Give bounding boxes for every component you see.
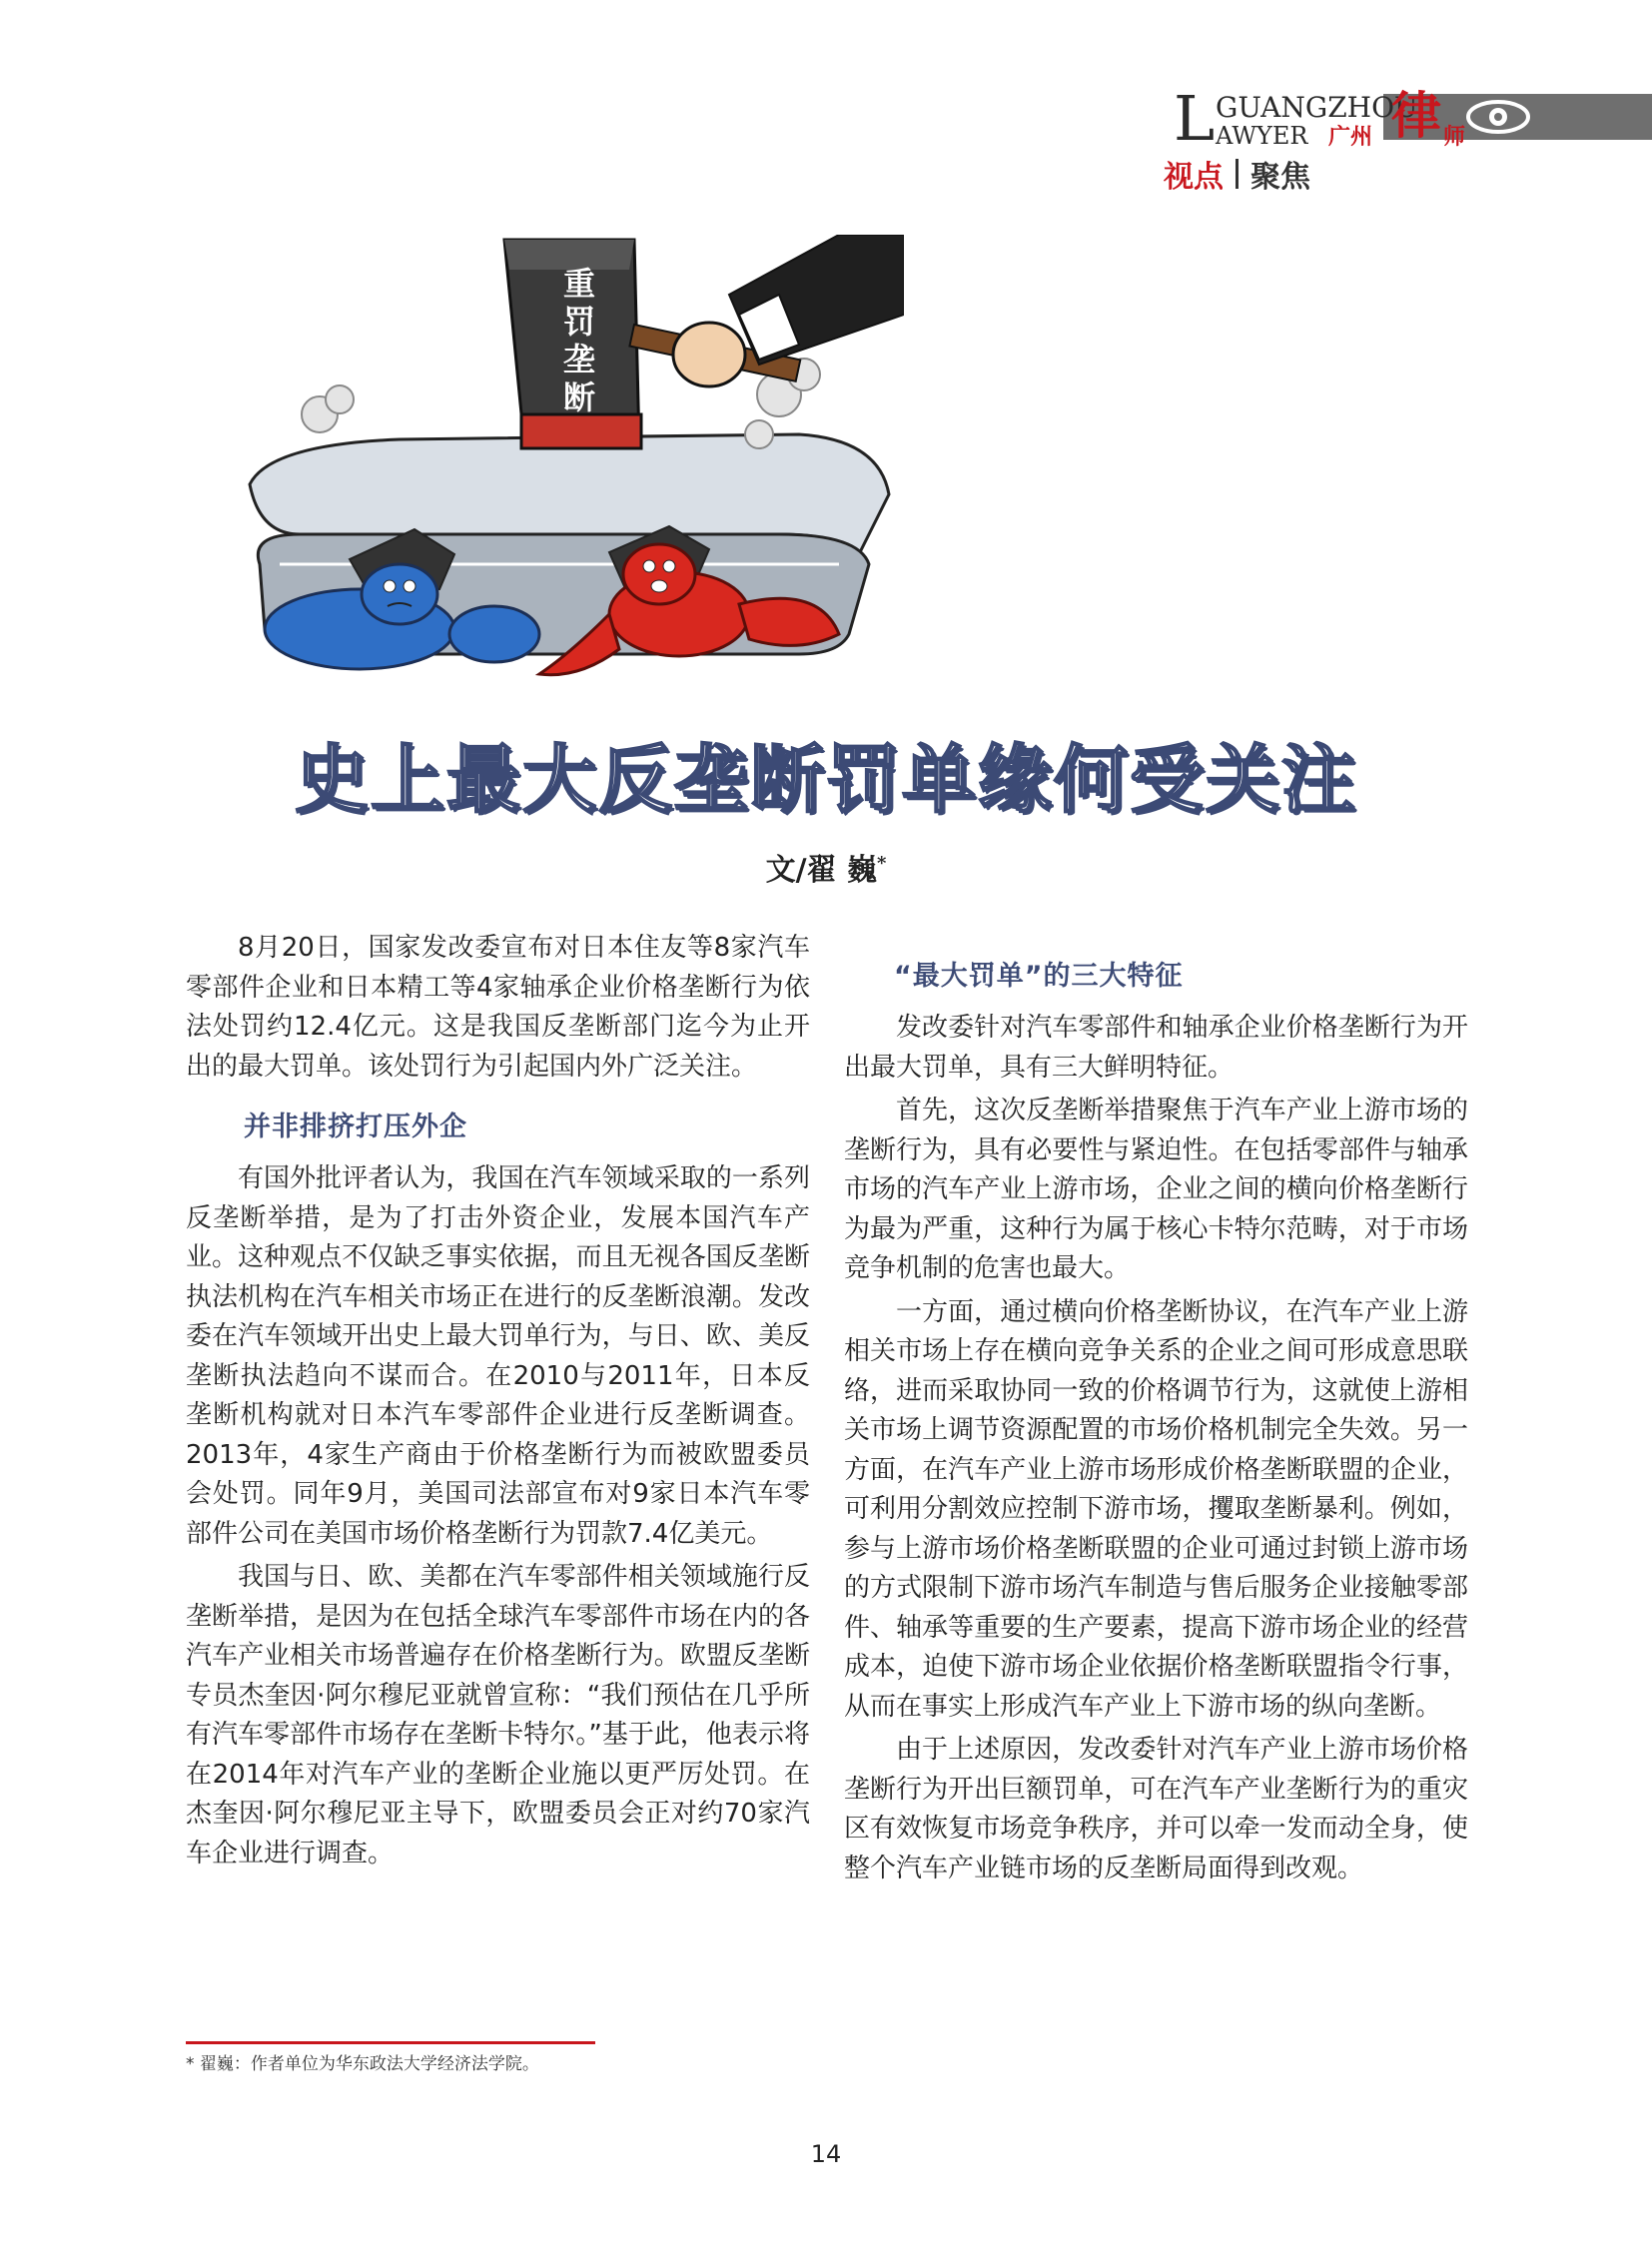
cartoon-illustration [240,235,904,704]
section-tag-view: 视点 [1164,160,1224,195]
page-number: 14 [810,2140,842,2168]
brand-line-2: AWYER [1216,122,1308,150]
section-tag-focus: 聚焦 [1250,160,1310,195]
brand-line-1: GUANGZHOU [1216,91,1418,124]
footnote: * 翟巍：作者单位为华东政法大学经济法学院。 [186,2054,539,2074]
brand-city-cn: 广州 [1328,125,1373,150]
section-tag-divider [1236,159,1239,189]
byline-author: 文/翟 巍 [765,853,877,888]
section-heading-2: “最大罚单”的三大特征 [894,961,1184,992]
paragraph: 有国外批评者认为，我国在汽车领域采取的一系列反垄断举措，是为了打击外资企业，发展本国汽车产业。这种观点不仅缺乏事实依据，而且无视各国反垄断执法机构在汽车相关市场正在进行的反垄断浪潮。发改委在汽车领域开出史上最大罚单行为，与日、欧、美反垄断执法趋向不谋而合。在2010与2011年，日本反垄断机构就对日本汽车零部件企业进行反垄断调查。2013年，4家生产商由于价格垄断行为而被欧盟委员会处罚。同年9月，美国司法部宣布对9家日本汽车零部件公司在美国市场价格垄断行为罚款7.4亿美元。 [186,1163,810,1549]
article-title: 史上最大反垄断罚单缘何受关注 [295,737,1357,823]
paragraph: 一方面，通过横向价格垄断协议，在汽车产业上游相关市场上存在横向竞争关系的企业之间可形成意思联络，进而采取协同一致的价格调节行为，这就使上游相关市场上调节资源配置的市场价格机制完全失效。另一方面，在汽车产业上游市场形成价格垄断联盟的企业，可利用分割效应控制下游市场，攫取垄断暴利。例如，参与上游市场价格垄断联盟的企业可通过封锁上游市场的方式限制下游市场汽车制造与售后服务企业接触零部件、轴承等重要的生产要素，提高下游市场企业的经营成本，迫使下游市场企业依据价格垄断联盟指令行事，从而在事实上形成汽车产业上下游市场的纵向垄断。 [844,1296,1468,1722]
eye-icon [1463,96,1533,138]
paragraph: 首先，这次反垄断举措聚焦于汽车产业上游市场的垄断行为，具有必要性与紧迫性。在包括零部件与轴承市场的汽车产业上游市场，企业之间的横向价格垄断行为最为严重，这种行为属于核心卡特尔范畴，对于市场竞争机制的危害也最大。 [844,1096,1468,1283]
hammer-text-1: 重 [562,265,596,303]
footnote-divider [186,2041,595,2044]
right-column [844,954,1468,1892]
masthead [1164,82,1652,198]
section-tags [1164,154,1310,194]
paragraph: 发改委针对汽车零部件和轴承企业价格垄断行为开出最大罚单，具有三大鲜明特征。 [844,1013,1468,1083]
brand-initial: L [1174,82,1216,155]
hammer-text-4: 断 [562,378,596,416]
byline [0,845,1652,889]
byline-footnote-mark: * [876,853,887,874]
left-column [186,929,810,1877]
intro-paragraph: 8月20日，国家发改委宣布对日本住友等8家汽车零部件企业和日本精工等4家轴承企业价格垄断行为依法处罚约12.4亿元。这是我国反垄断部门迄今为止开出的最大罚单。该处罚行为引起国内外广泛关注。 [186,933,810,1082]
section-heading-1: 并非排挤打压外企 [244,1112,467,1142]
paragraph: 由于上述原因，发改委针对汽车产业上游市场价格垄断行为开出巨额罚单，可在汽车产业垄断行为的重灾区有效恢复市场竞争秩序，并可以牵一发而动全身，使整个汽车产业链市场的反垄断局面得到改观。 [844,1735,1468,1883]
brand-shi-character: 师 [1443,125,1466,150]
paragraph: 我国与日、欧、美都在汽车零部件相关领域施行反垄断举措，是因为在包括全球汽车零部件市场在内的各汽车产业相关市场普遍存在价格垄断行为。欧盟反垄断专员杰奎因·阿尔穆尼亚就曾宣称：“我们预估在几乎所有汽车零部件市场存在垄断卡特尔。”基于此，他表示将在2014年对汽车产业的垄断企业施以更严厉处罚。在杰奎因·阿尔穆尼亚主导下，欧盟委员会正对约70家汽车企业进行调查。 [186,1562,810,1868]
hammer-text-2: 罚 [562,303,596,341]
hammer-text-3: 垄 [562,341,596,378]
brand-lu-character: 律 [1391,86,1441,145]
